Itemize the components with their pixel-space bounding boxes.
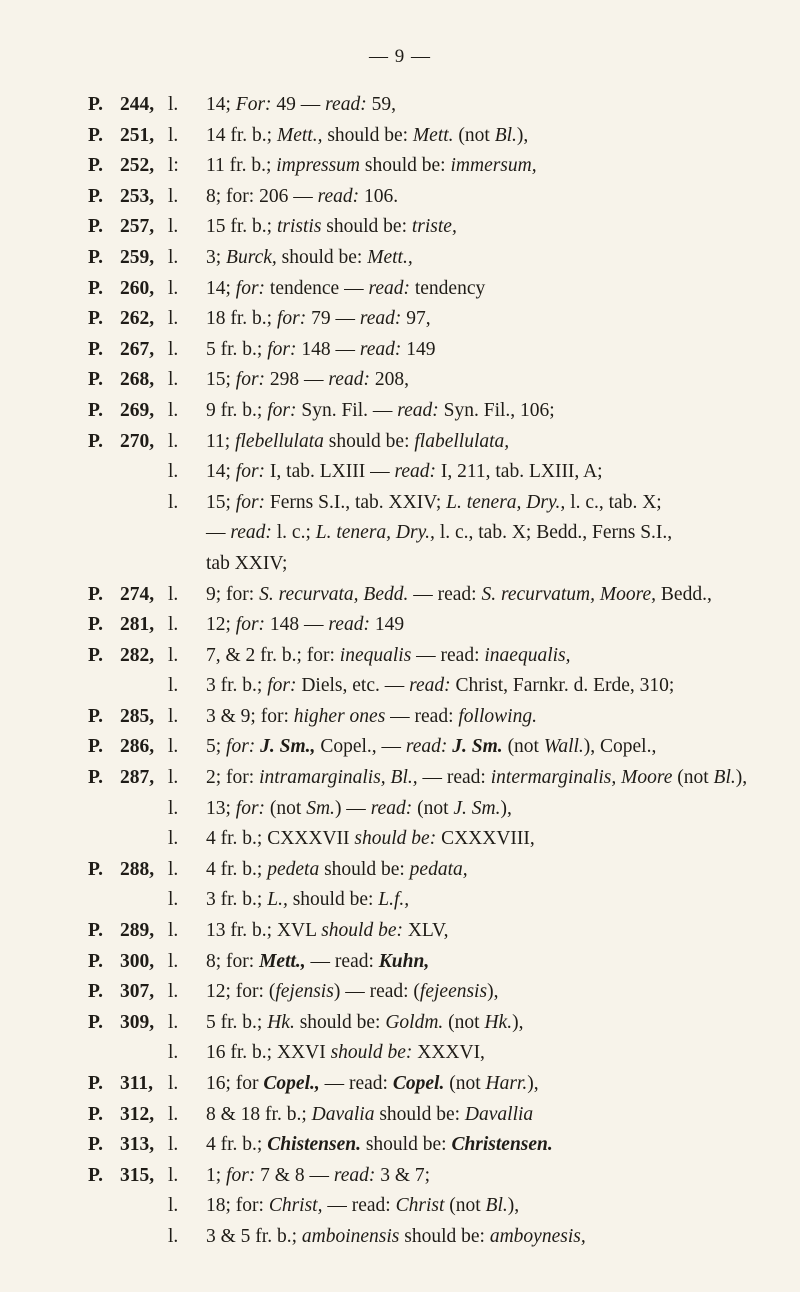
errata-entry [88, 732, 778, 763]
page-ref-number: 315, [120, 1164, 155, 1186]
line-label: l. [168, 338, 179, 360]
line-label: l. [168, 767, 179, 789]
entry-reference [88, 1161, 206, 1192]
line-label: l. [168, 981, 179, 1003]
page-ref-number [120, 671, 168, 702]
entry-correction: 14; for: I, tab. LXIII — read: I, 211, tab. LXIII, A; [206, 461, 603, 483]
entry-continuation: — read: l. c.; L. tenera, Dry., l. c., tab. X; Bedd., Ferns S.I., [206, 522, 673, 544]
page-ref-number: 281, [120, 614, 155, 636]
page-ref-number: 287, [120, 767, 155, 789]
page-ref-number: 282, [120, 644, 155, 666]
entry-reference [88, 90, 206, 121]
entry-correction: 9; for: S. recurvata, Bedd. — read: S. recurvatum, Moore, Bedd., [206, 583, 712, 605]
entry-correction: 14; for: tendence — read: tendency [206, 277, 486, 299]
entry-correction: 15 fr. b.; tristis should be: triste, [206, 216, 457, 238]
page-label [88, 1222, 120, 1253]
page-label: P. [88, 950, 103, 972]
entry-correction: 8 & 18 fr. b.; Davalia should be: Davallia [206, 1103, 534, 1125]
line-label: l. [168, 1134, 179, 1156]
entry-correction: 14 fr. b.; Mett., should be: Mett. (not Bl.), [206, 124, 529, 146]
errata-entry [88, 396, 778, 427]
errata-entry [88, 1161, 778, 1192]
page-ref-number: 288, [120, 858, 155, 880]
entry-reference [88, 702, 206, 733]
entry-reference [88, 488, 206, 519]
errata-entry [88, 151, 778, 182]
page-ref-number [120, 794, 168, 825]
page-label: P. [88, 185, 103, 207]
page-ref-number: 262, [120, 308, 155, 330]
line-label: l. [168, 124, 179, 146]
page-label: P. [88, 583, 103, 605]
line-label: l. [168, 185, 179, 207]
page-label [88, 1038, 120, 1069]
page-label: P. [88, 246, 103, 268]
entry-continuation: tab XXIV; [206, 552, 288, 574]
page-ref-number: 267, [120, 338, 155, 360]
page-ref-number: 251, [120, 124, 155, 146]
entry-correction: 3; Burck, should be: Mett., [206, 246, 413, 268]
entry-correction: 3 fr. b.; for: Diels, etc. — read: Christ, Farnkr. d. Erde, 310; [206, 675, 675, 697]
entry-reference [88, 763, 206, 794]
line-label: l. [168, 461, 179, 483]
page-label: P. [88, 369, 103, 391]
entry-reference [88, 427, 206, 458]
errata-entry [88, 580, 778, 611]
page-ref-number: 286, [120, 736, 155, 758]
page-ref-number [120, 1038, 168, 1069]
entry-correction: 12; for: 148 — read: 149 [206, 614, 405, 636]
entry-correction: 3 fr. b.; L., should be: L.f., [206, 889, 410, 911]
errata-entry [88, 1100, 778, 1131]
page-label: P. [88, 736, 103, 758]
entry-reference [88, 580, 206, 611]
entry-correction: 3 & 9; for: higher ones — read: following. [206, 705, 537, 727]
page-label: P. [88, 767, 103, 789]
page-label: P. [88, 338, 103, 360]
entry-reference [88, 916, 206, 947]
entry-correction: 5; for: J. Sm., Copel., — read: J. Sm. (not Wall.), Copel., [206, 736, 657, 758]
line-label: l. [168, 1073, 179, 1094]
page-ref-number: 257, [120, 216, 155, 238]
page-ref-number [120, 824, 168, 855]
page-ref-number [120, 1191, 168, 1222]
line-label: l. [168, 583, 179, 605]
entry-reference [88, 855, 206, 886]
errata-entry [88, 1130, 778, 1161]
errata-entry [88, 610, 778, 641]
page-ref-number: 309, [120, 1011, 155, 1033]
entry-correction: 11; flebellulata should be: flabellulata, [206, 430, 510, 452]
line-label: l. [168, 216, 179, 238]
page-label: P. [88, 1103, 103, 1125]
page-ref-number: 274, [120, 583, 155, 605]
errata-entry [88, 457, 778, 488]
page-label: P. [88, 277, 103, 299]
page-ref-number: 252, [120, 155, 155, 177]
errata-entry [88, 1038, 778, 1069]
line-label: l. [168, 369, 179, 391]
entry-reference [88, 947, 206, 978]
page-label: P. [88, 124, 103, 146]
page-ref-number: 300, [120, 950, 155, 972]
page-ref-number: 289, [120, 920, 155, 942]
entry-reference [88, 304, 206, 335]
page-ref-number: 270, [120, 430, 155, 452]
page-label [88, 824, 120, 855]
entry-correction: 4 fr. b.; CXXXVII should be: CXXXVIII, [206, 828, 535, 850]
page-label [88, 885, 120, 916]
entry-correction: 13; for: (not Sm.) — read: (not J. Sm.), [206, 797, 512, 819]
errata-entry [88, 885, 778, 916]
page-label: P. [88, 981, 103, 1003]
page-ref-number: 268, [120, 369, 155, 391]
line-label: l. [168, 614, 179, 636]
line-label: l. [168, 644, 179, 666]
line-label: l. [168, 797, 179, 819]
entry-reference [88, 1038, 206, 1069]
page-ref-number [120, 885, 168, 916]
page-label: P. [88, 1164, 103, 1186]
page-ref-number [120, 457, 168, 488]
entry-reference [88, 182, 206, 213]
entry-reference [88, 365, 206, 396]
errata-entry [88, 549, 778, 580]
page-ref-number: 307, [120, 981, 155, 1003]
line-label: l. [168, 246, 179, 268]
errata-entry [88, 763, 778, 794]
line-label: l. [168, 308, 179, 330]
line-label: l. [168, 1164, 179, 1186]
entry-reference [88, 977, 206, 1008]
entry-reference [88, 610, 206, 641]
page-label: P. [88, 1134, 103, 1156]
entry-correction: 11 fr. b.; impressum should be: immersum, [206, 155, 537, 177]
line-label: l. [168, 1195, 179, 1217]
errata-entry [88, 1222, 778, 1253]
page-label: P. [88, 1011, 103, 1033]
errata-entry [88, 212, 778, 243]
page-label: P. [88, 155, 103, 177]
entry-correction: 12; for: (fejensis) — read: (fejeensis), [206, 981, 499, 1003]
errata-entry [88, 304, 778, 335]
line-label: l. [168, 1011, 179, 1033]
errata-entry [88, 641, 778, 672]
page-ref-number [120, 488, 168, 519]
entry-correction: 4 fr. b.; Chistensen. should be: Christensen. [206, 1134, 553, 1156]
page-label: P. [88, 920, 103, 942]
entry-reference [88, 396, 206, 427]
page-label [88, 794, 120, 825]
page-ref-number: 259, [120, 246, 155, 268]
errata-entry [88, 794, 778, 825]
errata-entry [88, 916, 778, 947]
errata-entry [88, 824, 778, 855]
entry-correction: 18 fr. b.; for: 79 — read: 97, [206, 308, 431, 330]
page-label [88, 488, 120, 519]
errata-entry [88, 182, 778, 213]
entry-reference [88, 457, 206, 488]
errata-entry [88, 1069, 778, 1100]
entry-reference [88, 732, 206, 763]
line-label: l. [168, 491, 179, 513]
errata-entry [88, 121, 778, 152]
errata-entry [88, 947, 778, 978]
page-label: P. [88, 216, 103, 238]
entry-reference [88, 335, 206, 366]
errata-entry [88, 1008, 778, 1039]
line-label: l. [168, 858, 179, 880]
errata-entry [88, 427, 778, 458]
entry-reference [88, 1191, 206, 1222]
page-ref-number: 269, [120, 399, 155, 421]
page-ref-number: 311, [120, 1073, 154, 1094]
entry-reference [88, 151, 206, 182]
entry-reference [88, 824, 206, 855]
page-label: P. [88, 614, 103, 636]
page-ref-number: 244, [120, 94, 155, 115]
entry-reference [88, 1008, 206, 1039]
page-label [88, 457, 120, 488]
errata-entry [88, 702, 778, 733]
line-label: l. [168, 950, 179, 972]
entry-correction: 7, & 2 fr. b.; for: inequalis — read: inaequalis, [206, 644, 571, 666]
entry-correction: 9 fr. b.; for: Syn. Fil. — read: Syn. Fil., 106; [206, 399, 555, 421]
entry-correction: 15; for: 298 — read: 208, [206, 369, 409, 391]
entry-reference [88, 1222, 206, 1253]
line-label: l. [168, 920, 179, 942]
errata-entry [88, 855, 778, 886]
entry-reference [88, 274, 206, 305]
page-number: — 9 — [369, 46, 431, 67]
line-label: l. [168, 430, 179, 452]
line-label: l. [168, 889, 179, 911]
line-label: l. [168, 675, 179, 697]
line-label: l. [168, 277, 179, 299]
line-label: l. [168, 399, 179, 421]
page-ref-number: 253, [120, 185, 155, 207]
page-label: P. [88, 858, 103, 880]
page-ref-number: 313, [120, 1134, 155, 1156]
entry-reference [88, 1069, 206, 1100]
line-label: l: [168, 155, 179, 177]
page-label: P. [88, 705, 103, 727]
entry-reference [88, 1100, 206, 1131]
entry-correction: 18; for: Christ, — read: Christ (not Bl.), [206, 1195, 520, 1217]
entry-correction: 5 fr. b.; for: 148 — read: 149 [206, 338, 436, 360]
entry-correction: 16 fr. b.; XXVI should be: XXXVI, [206, 1042, 485, 1064]
errata-entry [88, 365, 778, 396]
page-ref-number: 285, [120, 705, 155, 727]
entry-correction: 5 fr. b.; Hk. should be: Goldm. (not Hk.), [206, 1011, 524, 1033]
page-label: P. [88, 399, 103, 421]
entry-correction: 2; for: intramarginalis, Bl., — read: intermarginalis, Moore (not Bl.), [206, 767, 748, 789]
page-ref-number: 260, [120, 277, 155, 299]
line-label: l. [168, 828, 179, 850]
line-label: l. [168, 1103, 179, 1125]
line-label: l. [168, 705, 179, 727]
errata-entry [88, 518, 778, 549]
errata-entry [88, 977, 778, 1008]
entry-reference [88, 121, 206, 152]
entry-reference [88, 1130, 206, 1161]
errata-entry [88, 671, 778, 702]
line-label: l. [168, 1225, 179, 1247]
entry-correction: 16; for Copel., — read: Copel. (not Harr.), [206, 1073, 539, 1094]
entry-correction: 1; for: 7 & 8 — read: 3 & 7; [206, 1164, 431, 1186]
errata-list [88, 90, 778, 1253]
page-label: P. [88, 644, 103, 666]
entry-reference [88, 212, 206, 243]
entry-reference [88, 794, 206, 825]
page-label: P. [88, 308, 103, 330]
errata-entry [88, 243, 778, 274]
entry-correction: 13 fr. b.; XVL should be: XLV, [206, 920, 449, 942]
entry-correction: 14; For: 49 — read: 59, [206, 94, 396, 115]
page-label [88, 671, 120, 702]
errata-entry [88, 335, 778, 366]
entry-correction: 15; for: Ferns S.I., tab. XXIV; L. tenera, Dry., l. c., tab. X; [206, 491, 662, 513]
page-label: P. [88, 430, 103, 452]
entry-reference [88, 671, 206, 702]
errata-entry [88, 90, 778, 121]
errata-entry [88, 488, 778, 519]
entry-reference [88, 641, 206, 672]
page-ref-number [120, 1222, 168, 1253]
page-ref-number: 312, [120, 1103, 155, 1125]
page-label: P. [88, 94, 103, 115]
errata-entry [88, 1191, 778, 1222]
entry-reference [88, 885, 206, 916]
line-label: l. [168, 736, 179, 758]
entry-correction: 3 & 5 fr. b.; amboinensis should be: amboynesis, [206, 1225, 586, 1247]
page-label [88, 1191, 120, 1222]
entry-reference [88, 243, 206, 274]
line-label: l. [168, 1042, 179, 1064]
entry-correction: 4 fr. b.; pedeta should be: pedata, [206, 858, 468, 880]
page-label: P. [88, 1073, 103, 1094]
line-label: l. [168, 94, 179, 115]
entry-correction: 8; for: Mett., — read: Kuhn, [206, 950, 430, 972]
errata-entry [88, 274, 778, 305]
entry-correction: 8; for: 206 — read: 106. [206, 185, 399, 207]
